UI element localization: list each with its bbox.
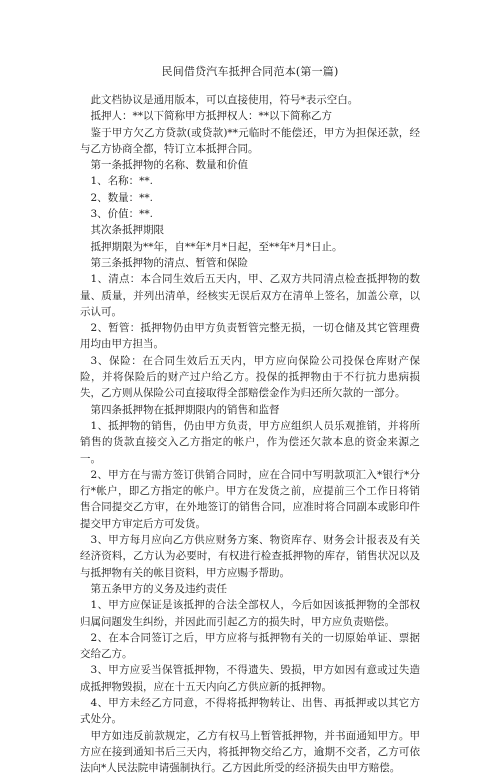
paragraph-intro: 此文档协议是通用版本，可以直接使用，符号*表示空白。 <box>90 94 359 106</box>
clause-ownership: 1、甲方应保证是该抵押的合法全部权人，今后如因该抵押物的全部权归属问题发生纠纷，并因此而引起乙方的损失时，甲方应负责赔偿。 <box>80 599 420 628</box>
section-heading-4: 第四条抵押物在抵押期限内的销售和监督 <box>90 403 280 416</box>
paragraph-parties: 抵押人：**以下简称甲方抵押权人：**以下简称乙方 <box>90 110 332 123</box>
section-heading-1: 第一条抵押物的名称、数量和价值 <box>90 159 248 172</box>
clause-reports: 3、甲方每月应向乙方供应财务方案、物资库存、财务会计报表及有关经济资料，乙方认为必要时，有权进行检查抵押物的库存，销售状况以及与抵押物有关的帐目资料，甲方应赐予帮助。 <box>80 534 420 579</box>
clause-breach: 甲方如违反前款规定，乙方有权马上暂管抵押物，并书面通知甲方。甲方应在接到通知书后三天内，将抵押物交给乙方，逾期不交者，乙方可依法向*人民法院申请强制执行。乙方因此所受的经济损失由甲方赔偿。 <box>80 729 420 775</box>
document-body <box>80 92 420 776</box>
clause-insurance: 3、保险：在合同生效后五天内，甲方应向保险公司投保仓库财产保险，并将保险后的财产过户给乙方。投保的抵押物由于不行抗力患病损失，乙方则从保险公司直接取得全部赔偿金作为归还所欠款的一部分。 <box>80 354 420 400</box>
document-page <box>80 64 420 776</box>
clause-safekeeping: 3、甲方应妥当保管抵押物，不得遗失、毁损，甲方如因有意或过失造成抵押物毁损，应在十五天内向乙方供应新的抵押物。 <box>80 664 420 693</box>
paragraph-term: 抵押期限为**年，自**年*月*日起，至**年*月*日止。 <box>90 240 343 253</box>
clause-documents: 2、在本合同签订之后，甲方应将与抵押物有关的一切原始单证、票据交给乙方。 <box>80 631 420 661</box>
document-title: 民间借贷汽车抵押合同范本(第一篇) <box>161 65 339 78</box>
paragraph-preamble: 鉴于甲方欠乙方贷款(或贷款)**元临时不能偿还，甲方为担保还款，经与乙方协商全都，特订立本抵押合同。 <box>80 126 420 155</box>
clause-no-transfer: 4、甲方未经乙方同意，不得将抵押物转让、出售、再抵押或以其它方式处分。 <box>80 696 420 726</box>
list-item-quantity: 2、数量：**. <box>90 191 154 204</box>
clause-sales: 1、抵押物的销售，仍由甲方负责，甲方应组织人员乐观推销，并将所销售的货款直接交入乙方指定的帐户，作为偿还欠款本息的资金来源之一。 <box>80 419 420 465</box>
section-heading-2: 其次条抵押期限 <box>90 224 164 237</box>
section-heading-3: 第三条抵押物的清点、暂管和保险 <box>90 256 248 269</box>
clause-inventory: 1、清点：本合同生效后五天内，甲、乙双方共同清点检查抵押物的数量、质量，并列出清单，经核实无误后双方在清单上签名，加盖公章，以示认可。 <box>80 273 420 318</box>
clause-custody: 2、暂管：抵押物仍由甲方负责暂管完整无损，一切仓储及其它管理费用均由甲方担当。 <box>80 322 420 351</box>
clause-contracts: 2、甲方在与需方签订供销合同时，应在合同中写明款项汇入*银行*分行*帐户，即乙方指定的帐户。甲方在发货之前，应提前三个工作日将销售合同提交乙方审，在外地签订的销售合同，应准时将合同副本或影印件提交甲方审定后方可发货。 <box>80 468 420 530</box>
list-item-name: 1、名称：**. <box>90 175 154 188</box>
section-heading-5: 第五条甲方的义务及违约责任 <box>90 582 227 595</box>
list-item-value: 3、价值：**. <box>90 208 154 221</box>
